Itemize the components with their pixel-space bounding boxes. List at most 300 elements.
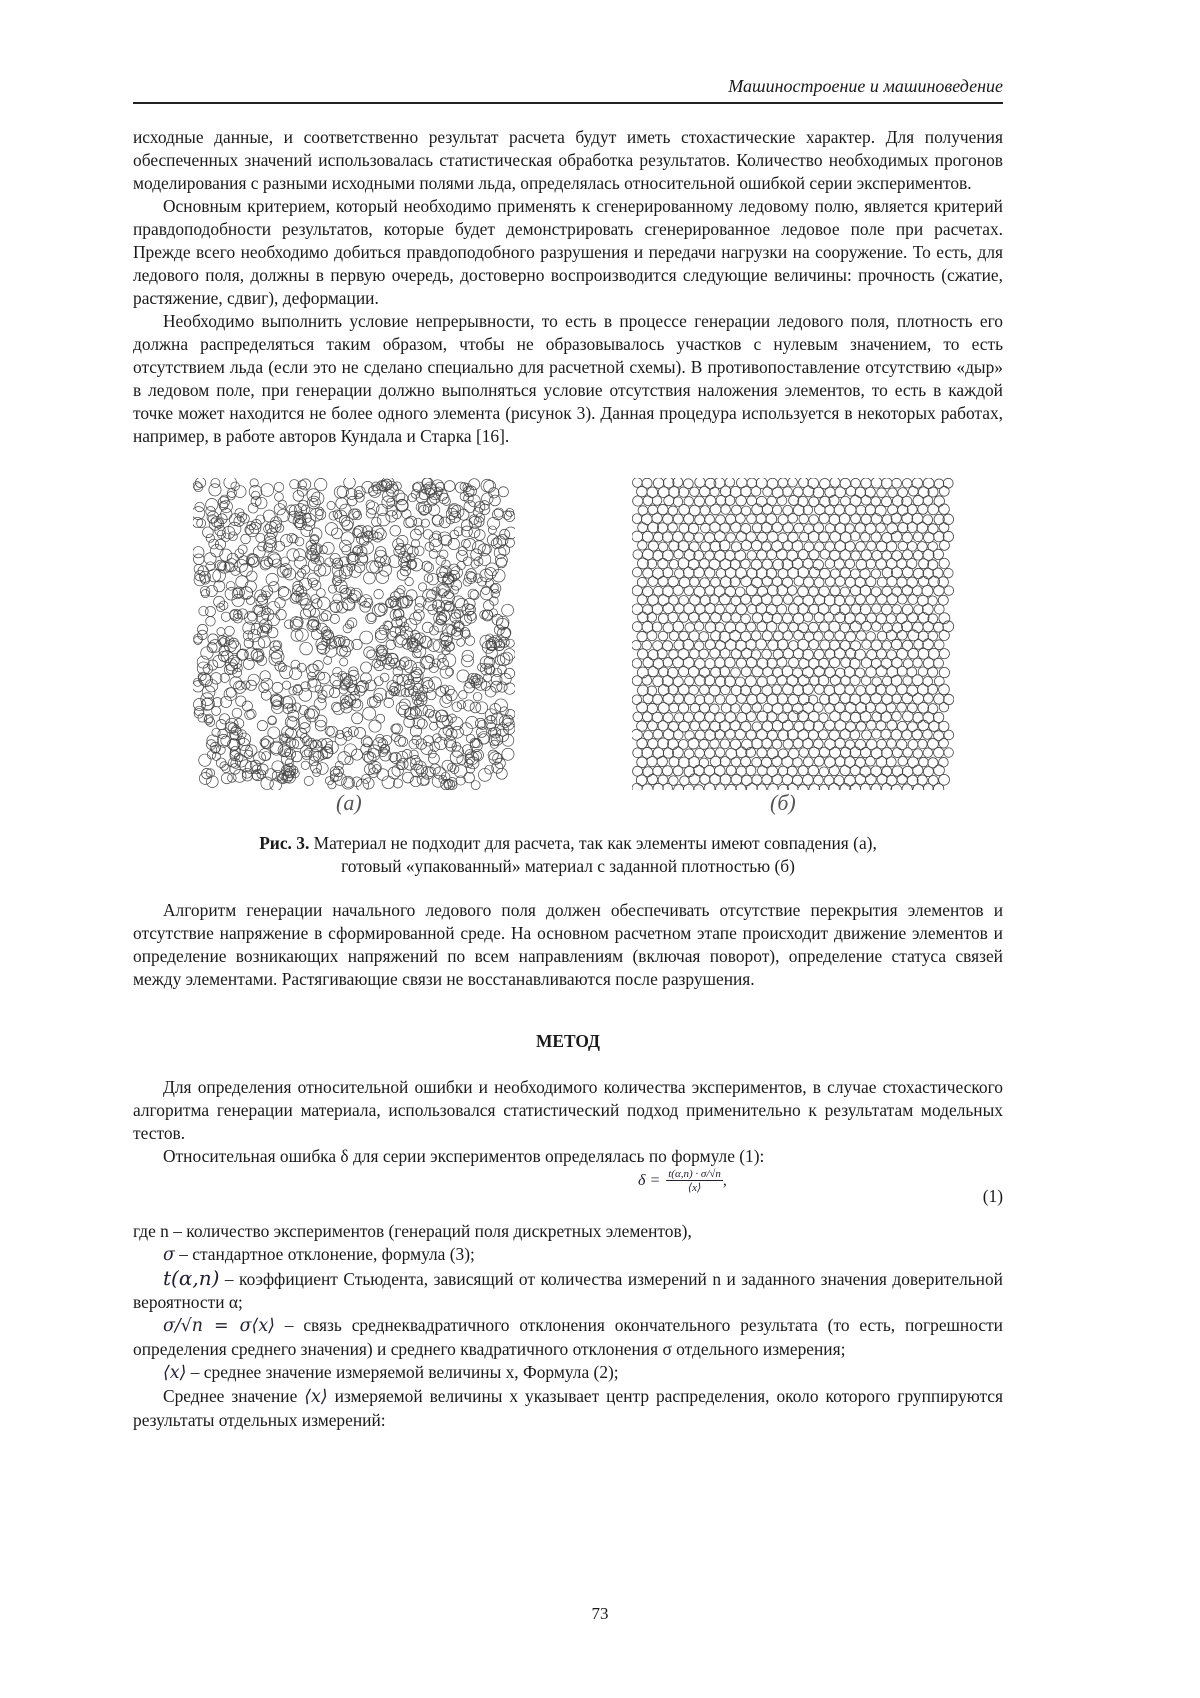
particle	[777, 604, 787, 614]
particle	[865, 505, 875, 515]
particle	[638, 612, 649, 623]
particle	[794, 523, 804, 533]
particle	[934, 585, 944, 595]
particle	[194, 678, 202, 686]
particle	[922, 604, 933, 615]
particle	[829, 783, 839, 790]
particle	[850, 531, 860, 541]
particle	[360, 601, 371, 612]
particle	[376, 571, 389, 584]
particle	[699, 559, 709, 569]
particle	[934, 784, 944, 790]
particle	[211, 478, 220, 487]
particle	[866, 595, 876, 605]
particle	[819, 658, 829, 668]
particle	[699, 685, 709, 695]
particle	[939, 504, 950, 515]
particle	[928, 648, 939, 659]
particle	[470, 702, 481, 713]
particle	[783, 684, 794, 695]
particle	[741, 757, 751, 767]
particle	[432, 515, 442, 525]
particle	[684, 514, 694, 524]
particle	[297, 569, 305, 577]
particle	[892, 605, 901, 614]
particle	[840, 587, 849, 596]
particle	[694, 567, 705, 578]
particle	[757, 711, 768, 722]
particle	[944, 748, 953, 757]
particle	[789, 495, 799, 505]
particle	[283, 696, 295, 708]
particle	[808, 765, 819, 776]
particle	[841, 658, 851, 668]
particle	[877, 594, 887, 604]
particle	[690, 649, 700, 659]
particle	[907, 522, 917, 532]
particle	[300, 609, 310, 619]
student-symbol: t(α,n)	[163, 1266, 219, 1290]
particle	[813, 560, 823, 570]
particle	[777, 694, 787, 704]
particle	[479, 734, 489, 744]
particle	[944, 694, 954, 704]
particle	[663, 783, 673, 790]
particle	[928, 631, 938, 641]
particle	[808, 730, 818, 740]
particle	[673, 657, 684, 668]
particle	[689, 774, 700, 785]
particle	[705, 659, 715, 669]
particle	[632, 514, 642, 524]
particle	[704, 694, 714, 704]
particle	[767, 675, 777, 685]
particle	[700, 595, 710, 605]
particle	[886, 541, 896, 551]
particle	[423, 530, 433, 540]
particle	[814, 756, 824, 766]
particle	[300, 723, 311, 734]
particle	[861, 658, 871, 668]
particle	[746, 622, 756, 632]
particle	[923, 730, 933, 740]
particle	[856, 505, 866, 515]
particle	[647, 631, 657, 641]
particle	[413, 610, 424, 621]
particle	[783, 487, 793, 497]
particle	[464, 538, 476, 550]
particle	[903, 711, 914, 722]
particle	[308, 578, 317, 587]
particle	[277, 509, 290, 522]
formula-denominator: ⟨x⟩	[688, 1181, 701, 1194]
particle	[939, 757, 949, 767]
particle	[891, 531, 902, 542]
particle	[360, 595, 373, 608]
particle	[689, 612, 699, 622]
particle	[379, 564, 392, 577]
particle	[886, 703, 896, 713]
particle	[253, 546, 265, 558]
particle	[494, 547, 506, 559]
particle	[918, 720, 929, 731]
particle	[290, 535, 298, 543]
particle	[788, 586, 798, 596]
particle	[274, 482, 284, 492]
particle	[658, 738, 669, 749]
particle	[236, 696, 246, 706]
particle	[326, 741, 339, 754]
particle	[841, 676, 850, 685]
particle	[313, 660, 323, 670]
particle	[933, 549, 943, 559]
particle	[856, 631, 866, 641]
particle	[496, 768, 507, 779]
particle	[699, 667, 709, 677]
particle	[918, 576, 928, 586]
particle	[314, 565, 326, 577]
formula-numerator: t(α,n) · σ/√n	[666, 1168, 723, 1181]
mean-symbol: ⟨x⟩	[304, 1387, 327, 1407]
particle	[632, 640, 641, 649]
particle	[871, 497, 881, 507]
particle	[637, 595, 647, 605]
particle	[741, 559, 751, 569]
particle	[731, 649, 741, 659]
particle	[685, 731, 695, 741]
particle	[798, 623, 808, 633]
particle	[221, 612, 230, 621]
particle	[881, 729, 891, 739]
particle	[710, 504, 721, 515]
particle	[892, 694, 901, 703]
definition-t: – коэффициент Стьюдента, зависящий от количества измерений n и заданного значения доверительной вероятности α;	[133, 1269, 1003, 1312]
particle	[492, 614, 503, 625]
particle	[898, 757, 907, 766]
particle	[690, 487, 699, 496]
particle	[902, 478, 912, 488]
particle	[375, 630, 387, 642]
particle	[825, 577, 835, 587]
particle	[643, 657, 653, 667]
particle	[330, 688, 340, 698]
particle	[241, 534, 251, 544]
particle	[421, 519, 429, 527]
particle	[690, 721, 700, 731]
particle	[861, 478, 871, 488]
particle	[193, 547, 204, 558]
particle	[310, 535, 319, 544]
particle	[394, 634, 407, 647]
particle	[355, 493, 364, 502]
particle	[632, 604, 643, 615]
particle	[268, 716, 277, 725]
particle	[897, 666, 907, 676]
particle	[725, 657, 736, 668]
particle	[752, 738, 762, 748]
particle	[209, 640, 222, 653]
particle	[891, 729, 902, 740]
particle	[668, 612, 678, 622]
particle	[934, 765, 945, 776]
particle	[637, 631, 647, 641]
particle	[892, 766, 903, 777]
particle	[908, 595, 918, 605]
particle	[919, 559, 929, 569]
particle	[746, 730, 756, 740]
body-text-mid	[133, 899, 1003, 991]
particle	[206, 617, 216, 627]
particle	[912, 586, 922, 596]
particle	[247, 554, 260, 567]
particle	[499, 716, 511, 728]
particle	[716, 784, 726, 790]
particle	[261, 484, 274, 497]
particle	[736, 532, 746, 542]
particle	[918, 648, 929, 659]
particle	[881, 604, 892, 615]
paragraph: Необходимо выполнить условие непрерывности, то есть в процессе генерации ледового поля, плотность его должна распределяться таким образом, чтобы не образовывалось участков с нулевым значением, то есть отсутствием льда (если это не сделано специально для расчетной схемы). В противопоставление отсутствию «дыр» в ледовом поле, при генерации должно выполняться условие отсутствия наложения элементов, то есть в каждой точке может находится не более одного элемента (рисунок 3). Данная процедура используется в некоторых работах, например, в работе авторов Кундала и Старка [16].	[133, 310, 1003, 448]
section-heading: МЕТОД	[133, 1031, 1003, 1052]
particle	[891, 513, 901, 523]
particle	[457, 670, 469, 682]
particle	[752, 504, 763, 515]
particle	[881, 478, 892, 489]
particle	[414, 518, 422, 526]
particle	[207, 776, 219, 788]
particle	[311, 762, 322, 773]
particle	[803, 775, 814, 786]
particle	[263, 510, 275, 522]
particle	[669, 703, 679, 713]
particle	[788, 513, 798, 523]
particle	[737, 694, 747, 704]
particle	[710, 721, 721, 732]
particle	[647, 774, 657, 784]
particle	[220, 762, 228, 770]
particle	[902, 693, 913, 704]
particle	[844, 775, 855, 786]
particle	[344, 478, 356, 488]
particle	[648, 739, 658, 749]
particle	[653, 568, 664, 579]
particle	[678, 739, 688, 749]
particle	[673, 585, 683, 595]
particle	[719, 594, 730, 605]
particle	[720, 486, 731, 497]
paragraph: Основным критерием, который необходимо применять к сгенерированному ледовому полю, является критерий правдоподобности результатов, которые будет демонстрировать сгенерированное ледовое поле при расчетах. Прежде всего необходимо добиться правдоподобного разрушения и передачи нагрузки на сооружение. То есть, для ледового поля, должны в первую очередь, достоверно воспроизводится следующие величины: прочность (сжатие, растяжение, сдвиг), деформации.	[133, 195, 1003, 310]
particle	[803, 739, 813, 749]
particle	[632, 695, 642, 705]
particle	[694, 622, 703, 631]
particle	[424, 574, 433, 583]
particle	[720, 577, 731, 588]
particle	[850, 621, 861, 632]
particle	[632, 659, 642, 669]
particle	[866, 577, 876, 587]
particle	[924, 694, 934, 704]
particle	[658, 558, 668, 568]
particle	[735, 729, 745, 739]
particle	[473, 692, 482, 701]
particle	[897, 774, 907, 784]
particle	[860, 783, 870, 790]
particle	[757, 748, 767, 758]
particle	[711, 613, 721, 623]
particle	[913, 551, 923, 561]
particle	[374, 589, 384, 599]
particle	[877, 739, 887, 749]
particle	[658, 576, 668, 586]
particle	[304, 776, 313, 785]
particle	[248, 503, 258, 513]
particle	[824, 612, 834, 622]
particle	[402, 509, 411, 518]
particle	[803, 505, 812, 514]
particle	[876, 614, 886, 624]
particle	[742, 648, 752, 658]
particle	[814, 685, 824, 695]
particle	[939, 558, 949, 568]
particle	[293, 490, 304, 501]
particle	[922, 585, 933, 596]
particle	[934, 640, 944, 650]
particle	[882, 783, 892, 790]
particle	[659, 667, 669, 677]
particle	[840, 765, 850, 775]
particle	[861, 495, 871, 505]
particle	[809, 747, 819, 757]
particle	[892, 712, 902, 722]
particle	[751, 559, 762, 570]
equation-number: (1)	[983, 1186, 1003, 1207]
particle	[705, 603, 715, 613]
particle	[819, 730, 829, 740]
particle	[799, 694, 810, 705]
particle	[877, 488, 887, 498]
particle	[440, 666, 452, 678]
particle	[438, 532, 451, 545]
particle	[944, 568, 953, 577]
particle	[820, 640, 830, 650]
particle	[382, 776, 395, 789]
particle	[912, 730, 922, 740]
particle	[438, 654, 446, 662]
particle	[364, 647, 375, 658]
particle	[777, 549, 788, 560]
particle	[633, 712, 643, 722]
particle	[721, 505, 731, 515]
particle	[777, 675, 787, 685]
particle	[762, 721, 772, 731]
particle	[763, 487, 772, 496]
particle	[799, 748, 808, 757]
particle	[834, 559, 844, 569]
particle	[908, 486, 918, 496]
particle	[809, 639, 819, 649]
particle	[319, 546, 327, 554]
particle	[317, 763, 329, 775]
particle	[913, 622, 923, 632]
particle	[794, 576, 804, 586]
definition-n: где n – количество экспериментов (генераций поля дискретных элементов),	[133, 1220, 1003, 1243]
particle	[495, 699, 508, 712]
particle	[872, 729, 882, 739]
particle	[772, 739, 782, 749]
particle	[902, 784, 912, 790]
particle	[886, 614, 896, 624]
particle	[378, 739, 388, 749]
particle	[429, 534, 442, 547]
particle	[902, 585, 912, 595]
particle	[216, 719, 226, 729]
particle	[736, 495, 746, 505]
particle	[887, 720, 897, 730]
particle	[898, 523, 908, 533]
particle	[939, 630, 949, 640]
particle	[674, 604, 684, 614]
particle	[860, 766, 871, 777]
particle	[886, 757, 896, 767]
particle	[461, 520, 472, 531]
particle	[704, 533, 714, 543]
page-number: 73	[0, 1604, 1200, 1624]
particle	[633, 550, 642, 559]
particle	[491, 589, 499, 597]
particle	[876, 721, 886, 731]
particle	[653, 729, 663, 739]
particle	[877, 774, 887, 784]
particle	[428, 639, 440, 651]
particle	[891, 639, 901, 649]
particle	[212, 706, 221, 715]
particle	[794, 630, 804, 640]
running-header: Машиностроение и машиноведение	[133, 76, 1003, 97]
particle	[684, 766, 694, 776]
particle	[674, 550, 683, 559]
particle	[648, 667, 658, 677]
particle	[390, 526, 401, 537]
particle	[705, 712, 715, 722]
particle	[206, 499, 218, 511]
particle	[720, 559, 731, 570]
particle	[862, 640, 871, 649]
paragraph: Алгоритм генерации начального ледового поля должен обеспечивать отсутствие перекрытия элементов и отсутствие напряжение в сформированной среде. На основном расчетном этапе происходит движение элементов и определение возникающих напряжений по всем направлениям (включая поворот), определение статуса связей между элементами. Растягивающие связи не восстанавливаются после разрушения.	[133, 899, 1003, 991]
particle	[835, 738, 845, 748]
particle	[825, 559, 835, 569]
particle	[658, 595, 669, 606]
particle	[421, 777, 429, 785]
particle	[688, 559, 699, 570]
particle	[803, 684, 814, 695]
particle	[934, 658, 944, 668]
particle	[939, 702, 948, 711]
particle	[928, 667, 938, 677]
particle	[725, 729, 735, 739]
particle	[502, 748, 514, 760]
particle	[861, 550, 871, 560]
particle	[632, 676, 642, 686]
particle	[647, 757, 657, 767]
particle	[694, 785, 704, 790]
particle	[944, 730, 954, 740]
particle	[255, 497, 267, 509]
figure-overlapping-circles	[193, 478, 515, 790]
particle	[672, 747, 683, 758]
particle	[865, 756, 875, 766]
particle	[736, 640, 747, 651]
formula-lhs: δ =	[638, 1172, 660, 1190]
